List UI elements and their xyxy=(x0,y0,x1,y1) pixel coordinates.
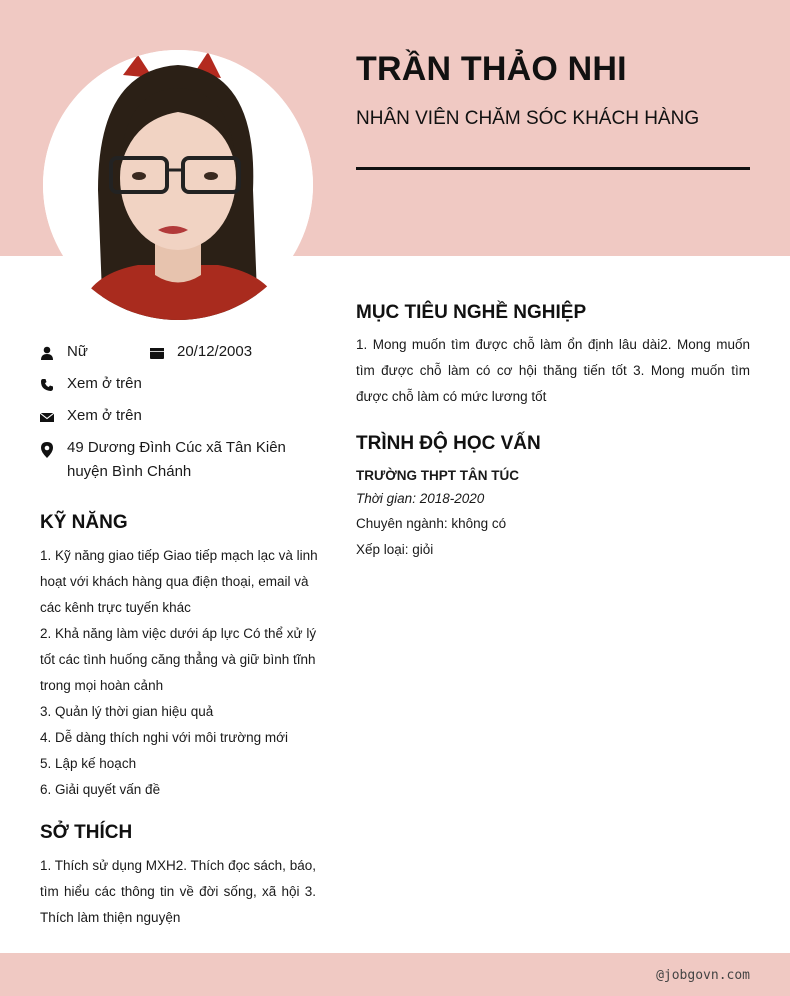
skills-list xyxy=(40,543,320,803)
skill-item: 6. Giải quyết vấn đề xyxy=(40,782,161,797)
title-divider xyxy=(356,167,750,170)
calendar-icon xyxy=(150,346,164,360)
footer-watermark: @jobgovn.com xyxy=(656,968,750,983)
phone-value: Xem ở trên xyxy=(67,375,142,392)
avatar xyxy=(43,50,313,320)
education-period: Thời gian: 2018-2020 xyxy=(356,491,485,506)
person-icon xyxy=(40,346,54,360)
email-row xyxy=(40,407,142,428)
gender-row xyxy=(40,343,88,364)
skill-item: 4. Dễ dàng thích nghi với môi trường mới xyxy=(40,730,288,745)
birthday-row xyxy=(150,343,252,364)
skill-item: 1. Kỹ năng giao tiếp Giao tiếp mạch lạc và linh hoạt với khách hàng qua điện thoại, email và các kênh trực tuyến khác xyxy=(40,548,318,615)
education-major: Chuyên ngành: không có xyxy=(356,516,507,531)
education-title: TRÌNH ĐỘ HỌC VẤN xyxy=(356,433,541,454)
contact-info xyxy=(40,343,330,493)
objective-title: MỤC TIÊU NGHỀ NGHIỆP xyxy=(356,302,587,323)
address-value: 49 Dương Đình Cúc xã Tân Kiên huyện Bình Chánh xyxy=(67,439,286,480)
school-name: TRƯỜNG THPT TÂN TÚC xyxy=(356,468,519,483)
hobbies-title: SỞ THÍCH xyxy=(40,822,133,843)
skill-item: 2. Khả năng làm việc dưới áp lực Có thể xử lý tốt các tình huống căng thẳng và giữ bình tĩnh trong mọi hoàn cảnh xyxy=(40,626,317,693)
avatar-photo xyxy=(43,50,313,320)
education-grade: Xếp loại: giỏi xyxy=(356,542,434,557)
objective-text: 1. Mong muốn tìm được chỗ làm ổn định lâu dài2. Mong muốn tìm được chỗ làm có cơ hội thăng tiến tốt 3. Mong muốn tìm được chỗ làm có mức lương tốt xyxy=(356,337,750,404)
skills-title: KỸ NĂNG xyxy=(40,512,128,533)
phone-icon xyxy=(40,378,54,392)
skill-item: 3. Quản lý thời gian hiệu quả xyxy=(40,704,214,719)
job-title: NHÂN VIÊN CHĂM SÓC KHÁCH HÀNG xyxy=(356,108,700,129)
birthday-value: 20/12/2003 xyxy=(177,343,253,360)
hobbies-text: 1. Thích sử dụng MXH2. Thích đọc sách, báo, tìm hiểu các thông tin về đời sống, xã hội 3. Thích làm thiện nguyện xyxy=(40,858,316,925)
location-pin-icon xyxy=(40,442,54,458)
address-row xyxy=(40,439,310,484)
mail-icon xyxy=(40,410,54,424)
gender-value: Nữ xyxy=(67,343,88,360)
email-value: Xem ở trên xyxy=(67,407,142,424)
phone-row xyxy=(40,375,142,396)
candidate-name: TRẦN THẢO NHI xyxy=(356,50,627,88)
skill-item: 5. Lập kế hoạch xyxy=(40,756,137,771)
